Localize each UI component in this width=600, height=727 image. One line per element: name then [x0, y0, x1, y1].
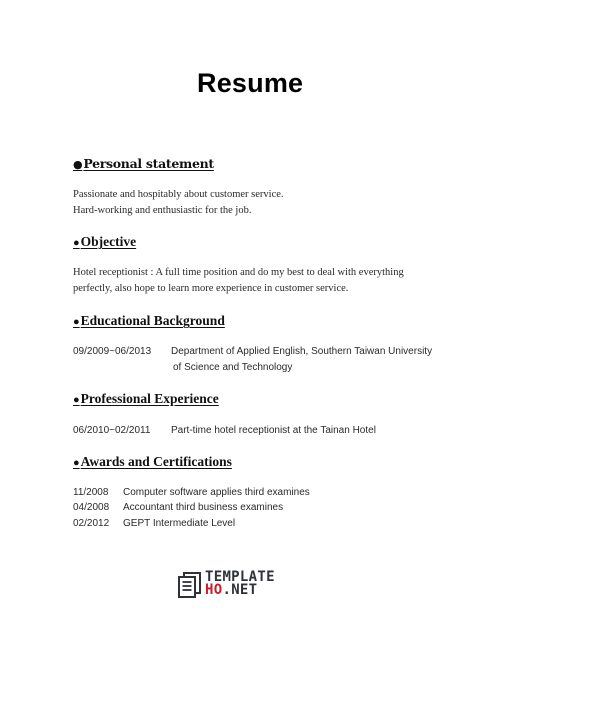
bullet-icon: ●: [73, 316, 80, 328]
entry-description: Department of Applied English, Southern Taiwan University: [171, 346, 433, 357]
entry-date: 02/2012: [73, 518, 110, 529]
section-heading-personal-statement: [73, 156, 214, 171]
bullet-icon: ●: [73, 394, 80, 406]
section-heading-awards: [73, 454, 232, 470]
objective-text: [73, 265, 404, 297]
entry-date: 04/2008: [73, 502, 110, 513]
logo-line-2: [205, 584, 275, 597]
entry-date: 11/2008: [73, 487, 109, 498]
personal-statement-text: [73, 187, 284, 219]
heading-text: Awards and Certifications: [80, 454, 232, 469]
templatehq-watermark-logo: [178, 571, 293, 601]
education-entry: [73, 344, 433, 373]
award-entry: [73, 485, 310, 501]
section-heading-experience: [73, 391, 219, 407]
bullet-icon: ●: [73, 158, 83, 171]
document-stack-icon: [178, 572, 202, 599]
bullet-icon: ●: [73, 237, 80, 249]
entry-description: GEPT Intermediate Level: [123, 518, 236, 529]
entry-date: 06/2010~02/2011: [73, 425, 151, 436]
bullet-icon: ●: [73, 457, 80, 469]
heading-text: Professional Experience: [80, 391, 219, 406]
text-line: Hotel receptionist : A full time position and do my best to deal with everything: [73, 267, 404, 278]
section-heading-objective: [73, 234, 136, 250]
heading-text: Objective: [80, 234, 137, 249]
text-line: Passionate and hospitably about customer service.: [73, 189, 284, 200]
section-heading-education: [73, 313, 225, 329]
award-entry: [73, 516, 236, 532]
logo-wordmark: [205, 571, 275, 597]
experience-entry: [73, 423, 376, 439]
text-line: perfectly, also hope to learn more experience in customer service.: [73, 283, 349, 294]
text-line: Hard-working and enthusiastic for the job.: [73, 205, 252, 216]
page-title: Resume: [197, 68, 304, 98]
logo-ho: HO: [205, 582, 223, 598]
entry-description: Accountant third business examines: [123, 502, 284, 513]
heading-text: Personal statement: [83, 156, 214, 171]
entry-description-cont: of Science and Technology: [173, 362, 293, 373]
logo-line-1: TEMPLATE: [205, 569, 275, 585]
entry-description: Part-time hotel receptionist at the Tainan Hotel: [171, 425, 376, 436]
award-entry: [73, 500, 284, 516]
entry-description: Computer software applies third examines: [123, 487, 310, 498]
entry-date: 09/2009~06/2013: [73, 346, 152, 357]
heading-text: Educational Background: [80, 313, 225, 328]
logo-net: .NET: [222, 582, 258, 598]
